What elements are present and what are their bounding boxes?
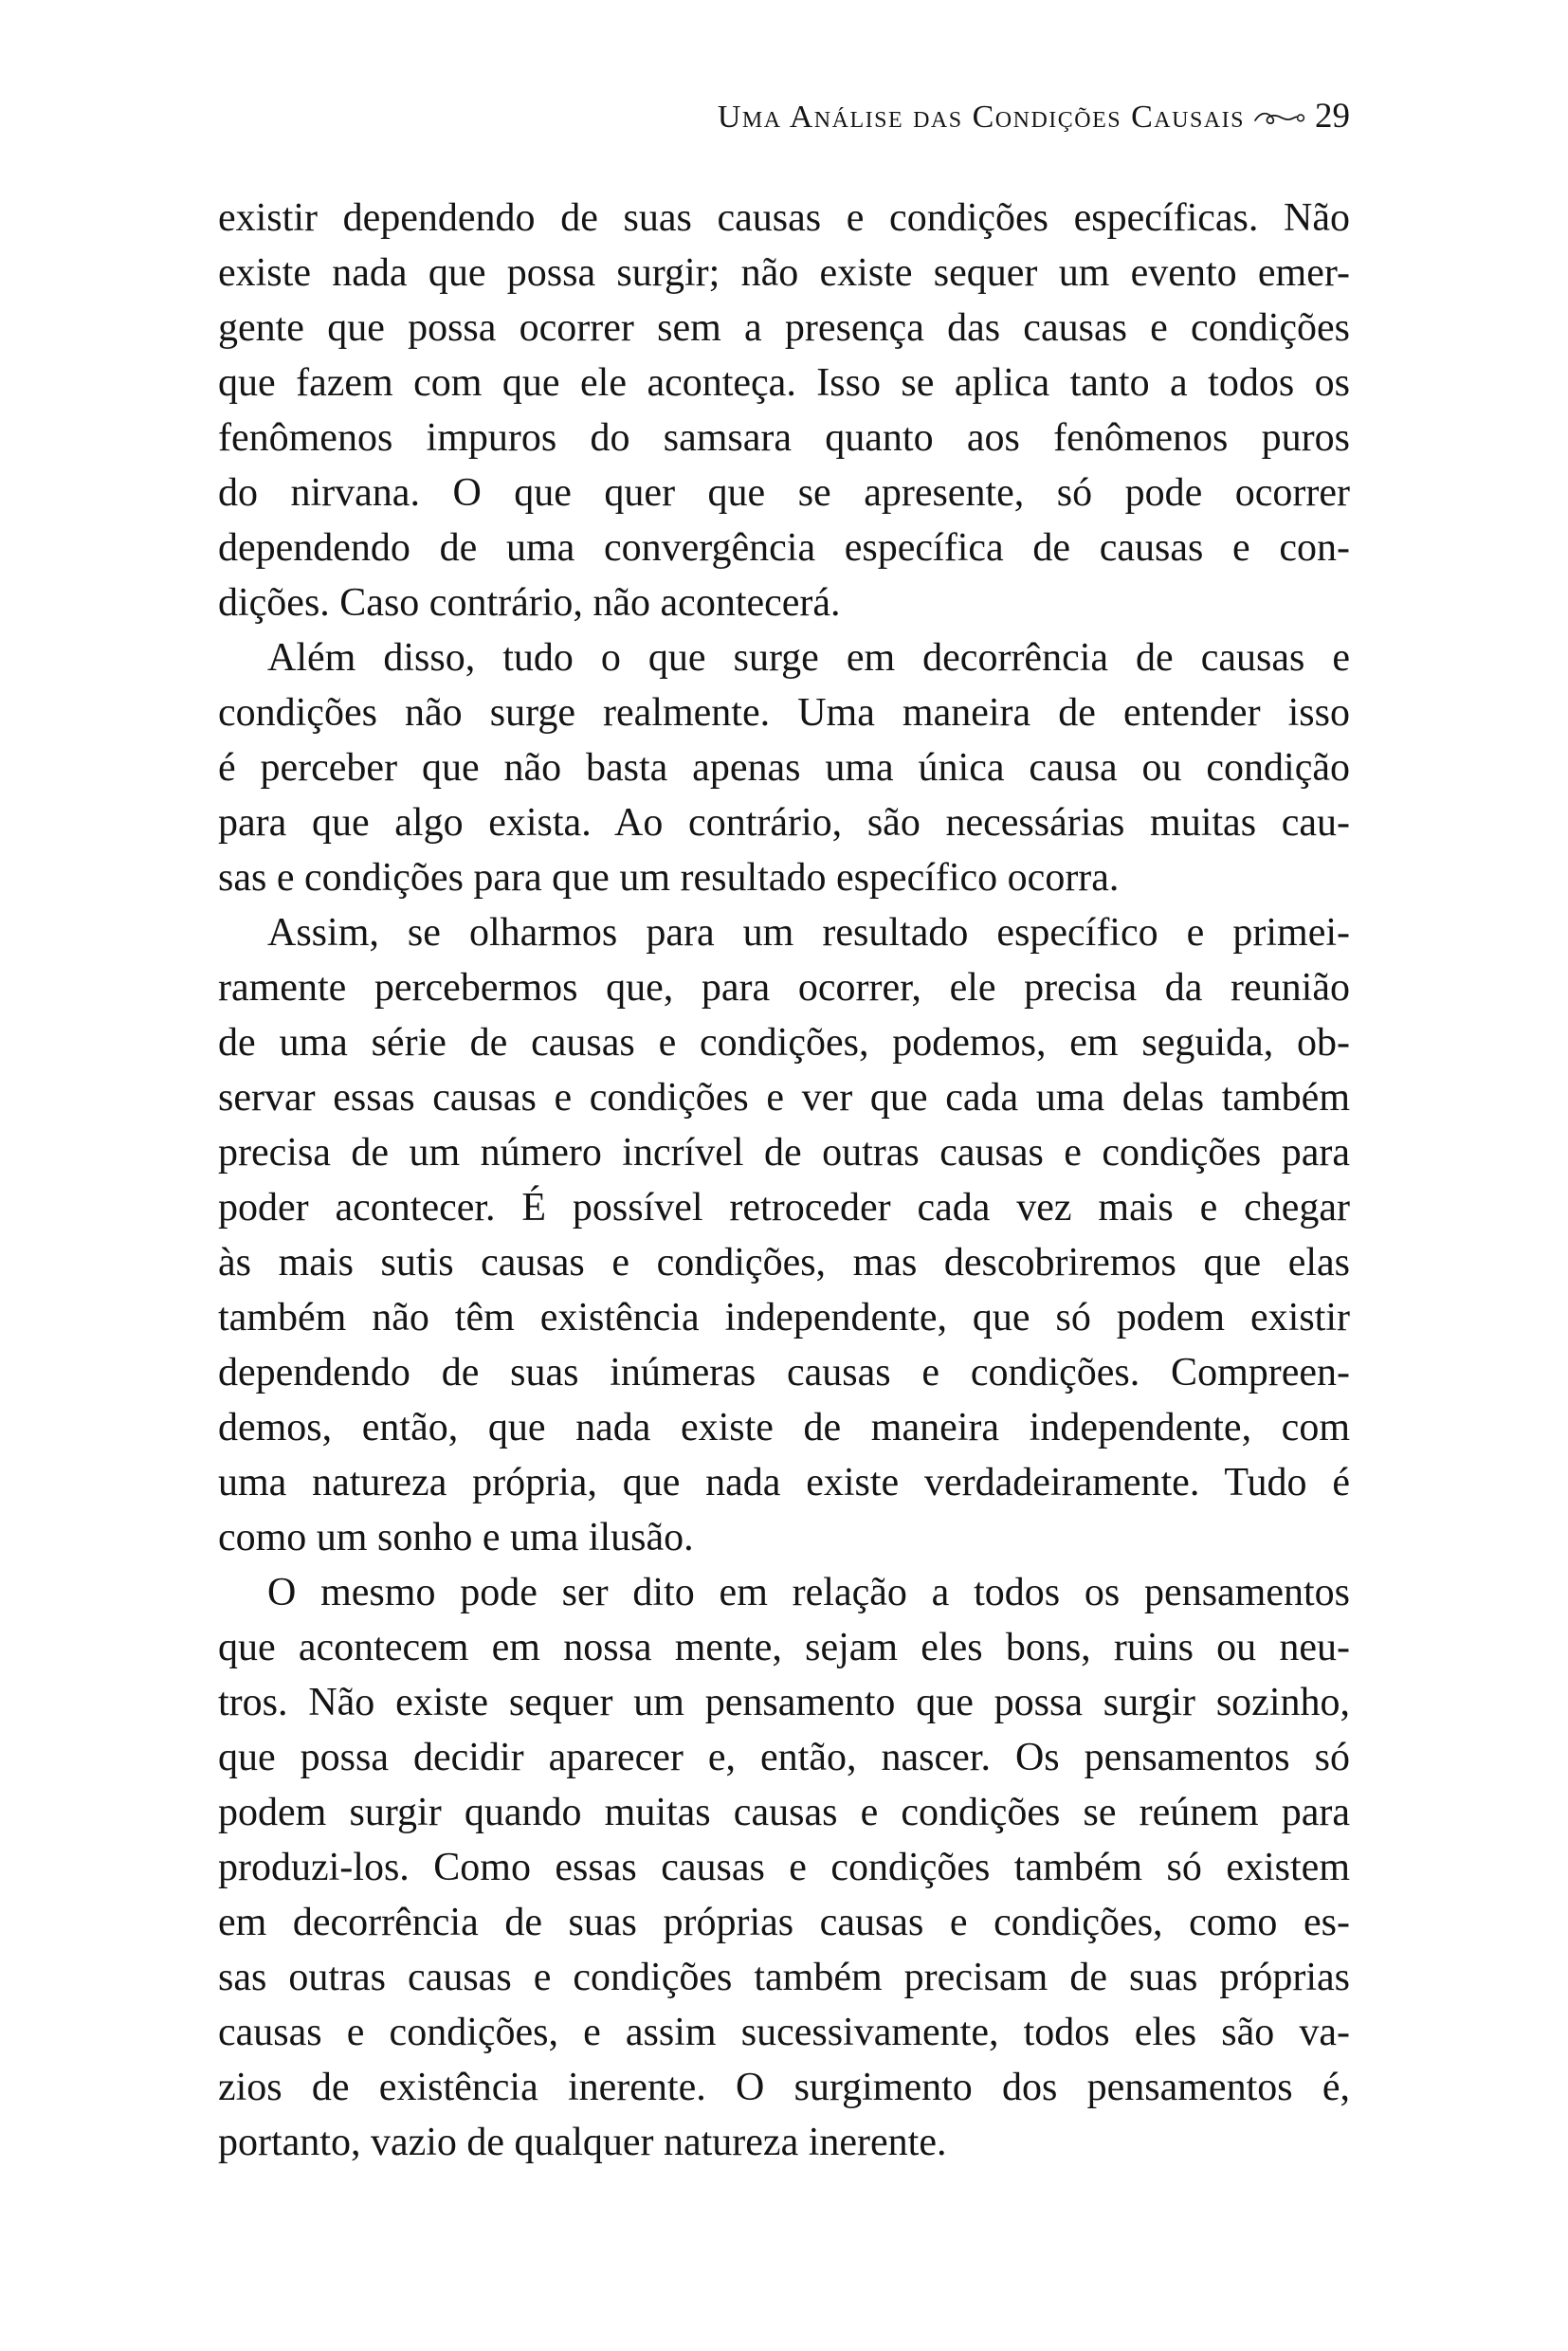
text-line: sas e condições para que um resultado específico ocorra. <box>218 856 1120 900</box>
text-line: existe nada que possa surgir; não existe sequer um evento emer- <box>218 251 1350 295</box>
paragraph <box>218 191 1350 630</box>
text-line: tros. Não existe sequer um pensamento que possa surgir sozinho, <box>218 1681 1350 1724</box>
text-line: Assim, se olharmos para um resultado específico e primei- <box>267 911 1350 955</box>
text-line: como um sonho e uma ilusão. <box>218 1516 694 1559</box>
text-line: causas e condições, e assim sucessivamente, todos eles são va- <box>218 2011 1350 2054</box>
text-line: em decorrência de suas próprias causas e condições, como es- <box>218 1901 1350 1944</box>
text-line: servar essas causas e condições e ver que cada uma delas também <box>218 1076 1350 1120</box>
text-line: também não têm existência independente, que só podem existir <box>218 1296 1350 1340</box>
page-content <box>218 95 1350 2170</box>
text-line: precisa de um número incrível de outras causas e condições para <box>218 1131 1350 1175</box>
paragraph <box>218 630 1350 905</box>
text-line: dependendo de uma convergência específica de causas e con- <box>218 526 1350 570</box>
text-line: podem surgir quando muitas causas e condições se reúnem para <box>218 1791 1350 1834</box>
text-line: sas outras causas e condições também precisam de suas próprias <box>218 1956 1350 1999</box>
text-line: de uma série de causas e condições, podemos, em seguida, ob- <box>218 1021 1350 1065</box>
text-line: produzi-los. Como essas causas e condições também só existem <box>218 1846 1350 1889</box>
text-line: é perceber que não basta apenas uma única causa ou condição <box>218 746 1350 790</box>
flourish-icon <box>1254 98 1309 141</box>
text-line: O mesmo pode ser dito em relação a todos os pensamentos <box>267 1571 1350 1614</box>
text-line: para que algo exista. Ao contrário, são necessárias muitas cau- <box>218 801 1350 845</box>
text-line: existir dependendo de suas causas e condições específicas. Não <box>218 196 1350 240</box>
text-line: Além disso, tudo o que surge em decorrência de causas e <box>267 636 1350 680</box>
text-line: portanto, vazio de qualquer natureza inerente. <box>218 2121 947 2164</box>
running-header <box>218 95 1350 141</box>
text-line: dições. Caso contrário, não acontecerá. <box>218 581 841 625</box>
body-text <box>218 191 1350 2170</box>
text-line: dependendo de suas inúmeras causas e condições. Compreen- <box>218 1351 1350 1394</box>
text-line: zios de existência inerente. O surgimento dos pensamentos é, <box>218 2066 1350 2109</box>
text-line: fenômenos impuros do samsara quanto aos fenômenos puros <box>218 416 1350 460</box>
text-line: do nirvana. O que quer que se apresente, só pode ocorrer <box>218 471 1350 515</box>
text-line: ramente percebermos que, para ocorrer, ele precisa da reunião <box>218 966 1350 1010</box>
text-line: gente que possa ocorrer sem a presença das causas e condições <box>218 306 1350 350</box>
text-line: poder acontecer. É possível retroceder cada vez mais e chegar <box>218 1186 1350 1230</box>
text-line: demos, então, que nada existe de maneira independente, com <box>218 1406 1350 1449</box>
text-line: uma natureza própria, que nada existe verdadeiramente. Tudo é <box>218 1461 1350 1504</box>
page-number: 29 <box>1315 97 1350 136</box>
text-line: que possa decidir aparecer e, então, nascer. Os pensamentos só <box>218 1736 1350 1779</box>
text-line: que acontecem em nossa mente, sejam eles bons, ruins ou neu- <box>218 1626 1350 1669</box>
chapter-title: Uma Análise das Condições Causais <box>717 100 1245 135</box>
paragraph <box>218 905 1350 1565</box>
text-line: que fazem com que ele aconteça. Isso se aplica tanto a todos os <box>218 361 1350 405</box>
text-line: condições não surge realmente. Uma maneira de entender isso <box>218 691 1350 735</box>
text-line: às mais sutis causas e condições, mas descobriremos que elas <box>218 1241 1350 1285</box>
paragraph <box>218 1565 1350 2170</box>
